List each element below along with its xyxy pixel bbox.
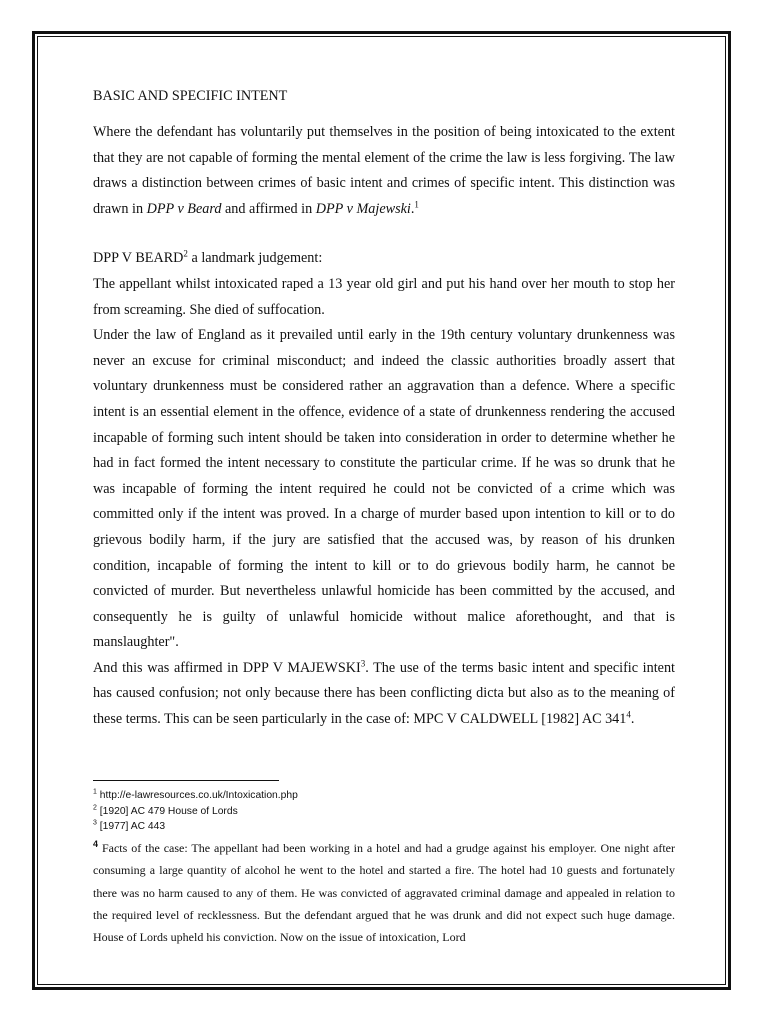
footnote-divider [93, 780, 279, 781]
majewski-paragraph [93, 656, 675, 733]
majewski-lead: And this was affirmed in DPP V MAJEWSKI [93, 659, 361, 676]
intro-paragraph [93, 120, 675, 222]
footnote-2 [93, 804, 675, 820]
footnote-text: [1977] AC 443 [99, 821, 166, 833]
footnote-link[interactable]: http://e-lawresources.co.uk/Intoxication.php [99, 790, 298, 801]
beard-title [93, 246, 675, 272]
intro-text: Where the defendant has voluntarily put themselves in the position of being intoxicated to the extent that they are not capable of forming the mental element of the crime the law is less forgiving. The law draws a distinction between crimes of basic intent and crimes of specific intent. This distinction was drawn in [93, 124, 675, 217]
footnote-ref-4[interactable]: 4 [626, 709, 631, 720]
footnote-4 [93, 837, 675, 948]
footnote-number: 3 [93, 819, 97, 827]
footnote-number: 1 [93, 788, 97, 796]
footnote-text: Facts of the case: The appellant had been working in a hotel and had a grudge against his employer. One night after consuming a large quantity of alcohol he went to the hotel and started a fire. The hotel had 10 guests and fortunately there was no harm caused to any of them. He was convicted of aggravated criminal damage and appealed in relation to the required level of recklessness. But the defendant argued that he was drunk and did not expect such huge damage. House of Lords upheld his conviction. Now on the issue of intoxication, Lord [93, 841, 676, 944]
footnote-3 [93, 819, 675, 835]
footnote-ref-2[interactable]: 2 [183, 248, 188, 259]
intro-mid: and affirmed in [221, 200, 316, 217]
footnotes [93, 788, 675, 948]
section-heading: BASIC AND SPECIFIC INTENT [93, 88, 288, 104]
beard-title-suffix: a landmark judgement: [187, 250, 323, 267]
main-content [93, 86, 675, 733]
case-majewski-italic: DPP v Majewski [315, 200, 411, 217]
footnote-number: 4 [93, 839, 99, 850]
footnote-number: 2 [93, 804, 97, 812]
footnote-ref-1[interactable]: 1 [414, 199, 419, 210]
footnote-1 [93, 788, 675, 804]
case-beard-italic: DPP v Beard [146, 200, 222, 217]
majewski-end: . [630, 711, 635, 728]
beard-quote: Under the law of England as it prevailed until early in the 19th century voluntary drunkenness was never an excuse for criminal misconduct; and indeed the classic authorities broadly assert that voluntary drunkenness must be considered rather an aggravation than a defence. Where a specific intent is an essential element in the offence, evidence of a state of drunkenness rendering the accused incapable of forming such intent should be taken into consideration in order to determine whether he had in fact formed the intent necessary to constitute the particular crime. If he was so drunk that he was incapable of forming the intent required he could not be convicted of a crime which was committed only if the intent was proved. In a charge of murder based upon intention to kill or to do grievous bodily harm, if the jury are satisfied that the accused was, by reason of his drunken condition, incapable of forming the intent to kill or to do grievous bodily harm, he cannot be convicted of murder. But nevertheless unlawful homicide has been committed by the accused, and consequently he is guilty of unlawful homicide without malice aforethought, and that is manslaughter". [93, 327, 675, 651]
beard-facts: The appellant whilst intoxicated raped a 13 year old girl and put his hand over her mouth to stop her from screaming. She died of suffocation. [93, 275, 675, 318]
beard-title-text: DPP V BEARD [93, 250, 184, 267]
majewski-text: . The use of the terms basic intent and specific intent has caused confusion; not only because there has been conflicting dicta but also as to the meaning of these terms. This can be seen particularly in the case of: MPC V CALDWELL [1982] AC 341 [93, 659, 675, 728]
intro-end: . [410, 200, 415, 217]
footnote-text: [1920] AC 479 House of Lords [99, 805, 238, 817]
footnote-ref-3[interactable]: 3 [360, 658, 366, 669]
